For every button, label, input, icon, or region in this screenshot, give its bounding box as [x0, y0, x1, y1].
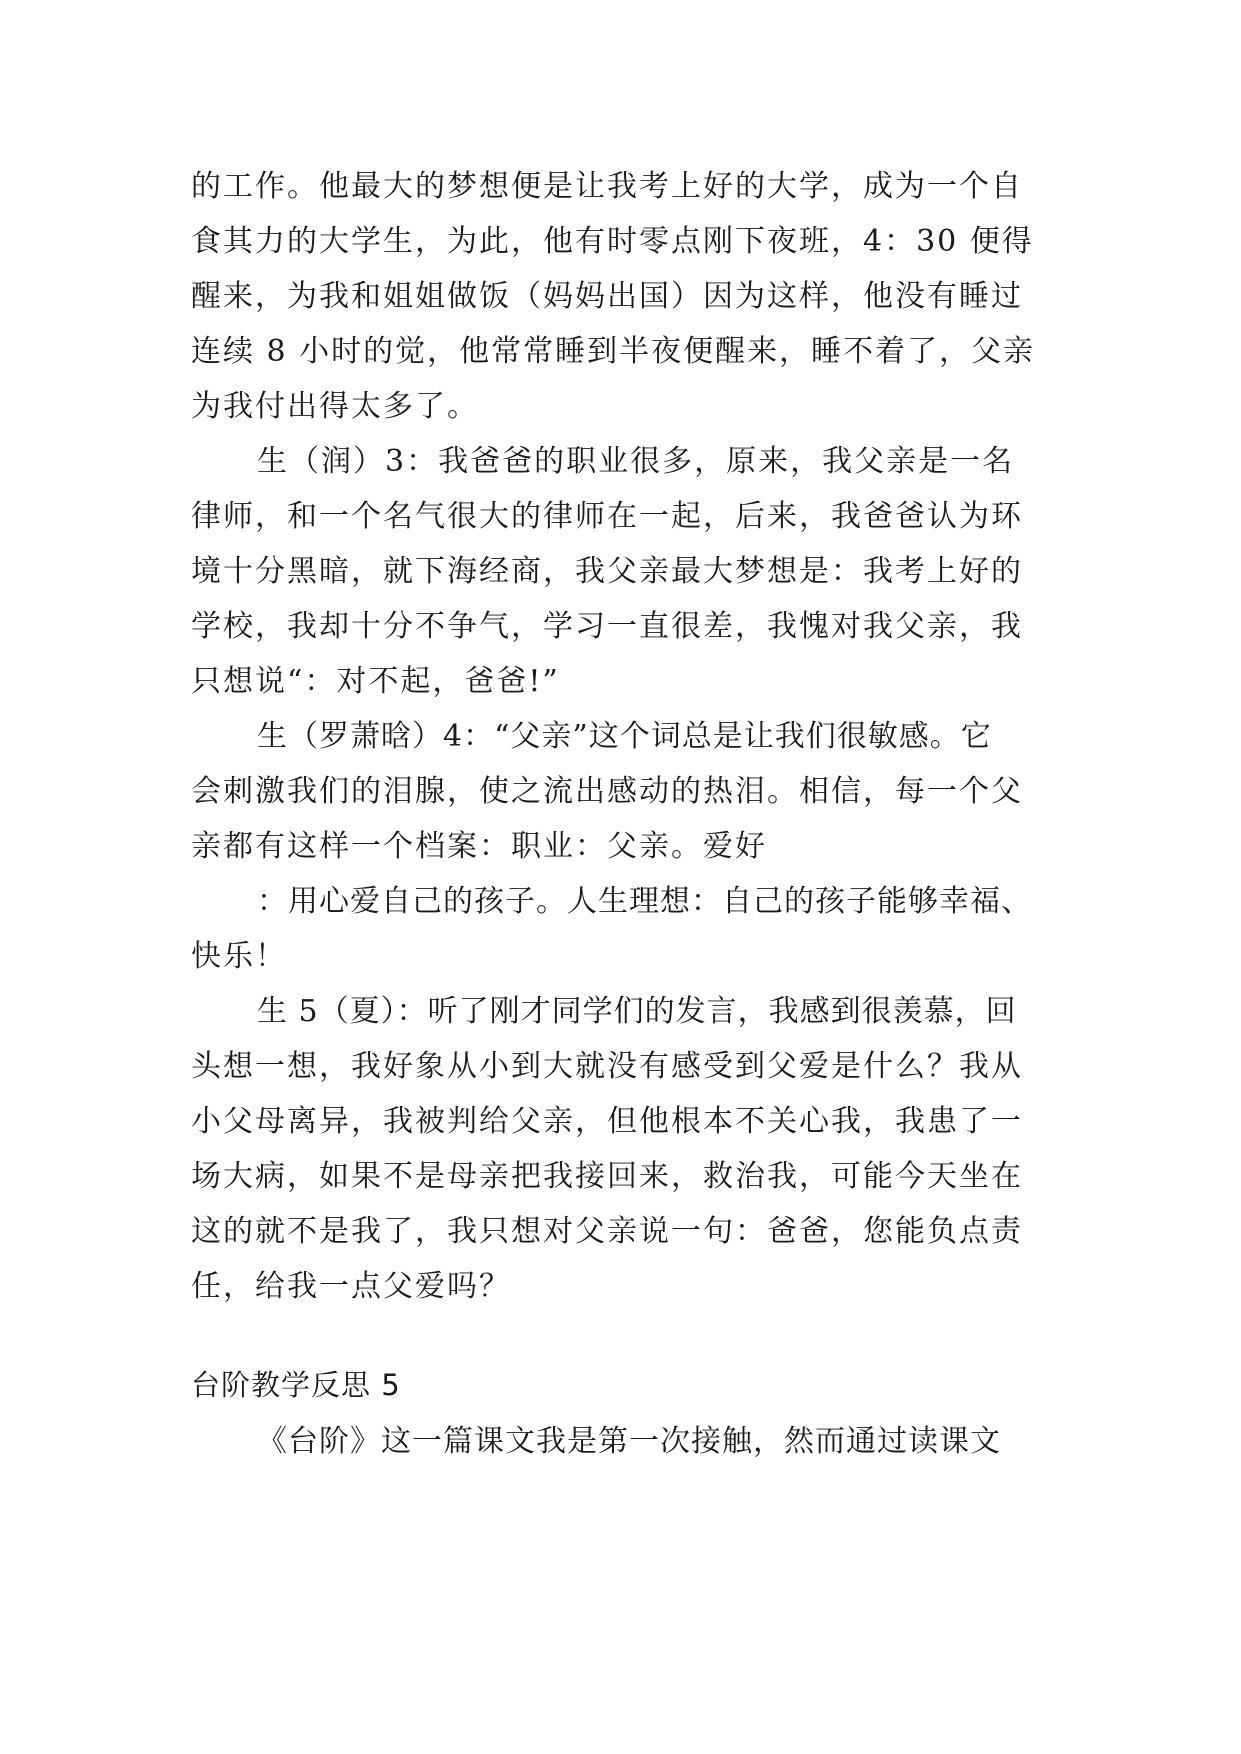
text-line: 的工作。他最大的梦想便是让我考上好的大学，成为一个自 — [191, 169, 1023, 204]
text-line: 任，给我一点父爱吗？ — [191, 1269, 511, 1304]
text-line: ：用心爱自己的孩子。人生理想：自己的孩子能够幸福、 — [257, 884, 1032, 919]
text-line: 亲都有这样一个档案：职业：父亲。爱好 — [191, 829, 767, 864]
text-line: 律师，和一个名气很大的律师在一起，后来，我爸爸认为环 — [191, 499, 1023, 534]
section-heading: 台阶教学反思 5 — [191, 1368, 401, 1402]
text-line: 连续 8 小时的觉，他常常睡到半夜便醒来，睡不着了，父亲 — [191, 334, 1036, 369]
text-line: 《台阶》这一篇课文我是第一次接触，然而通过读课文 — [257, 1424, 1001, 1459]
text-line: 头想一想，我好象从小到大就没有感受到父爱是什么？我从 — [191, 1049, 1023, 1084]
text-line: 境十分黑暗，就下海经商，我父亲最大梦想是：我考上好的 — [191, 554, 1023, 589]
text-line: 生 5（夏）：听了刚才同学们的发言，我感到很羡慕，回 — [257, 994, 1017, 1029]
text-line: 醒来，为我和姐姐做饭（妈妈出国）因为这样，他没有睡过 — [191, 279, 1023, 314]
text-line: 食其力的大学生，为此，他有时零点刚下夜班，4：30 便得 — [191, 224, 1034, 259]
text-line: 为我付出得太多了。 — [191, 389, 479, 424]
text-line: 小父母离异，我被判给父亲，但他根本不关心我，我患了一 — [191, 1104, 1023, 1139]
text-line: 会刺激我们的泪腺，使之流出感动的热泪。相信，每一个父 — [191, 774, 1023, 809]
text-line: 学校，我却十分不争气，学习一直很差，我愧对我父亲，我 — [191, 609, 1023, 644]
text-line: 生（罗萧晗）4：“父亲”这个词总是让我们很敏感。它 — [257, 719, 992, 754]
text-line: 快乐！ — [191, 939, 287, 974]
text-line: 场大病，如果不是母亲把我接回来，救治我，可能今天坐在 — [191, 1159, 1023, 1194]
text-line: 只想说“：对不起，爸爸!” — [191, 664, 560, 699]
text-line: 这的就不是我了，我只想对父亲说一句：爸爸，您能负点责 — [191, 1214, 1023, 1249]
text-line: 生（润）3：我爸爸的职业很多，原来，我父亲是一名 — [257, 444, 1015, 479]
